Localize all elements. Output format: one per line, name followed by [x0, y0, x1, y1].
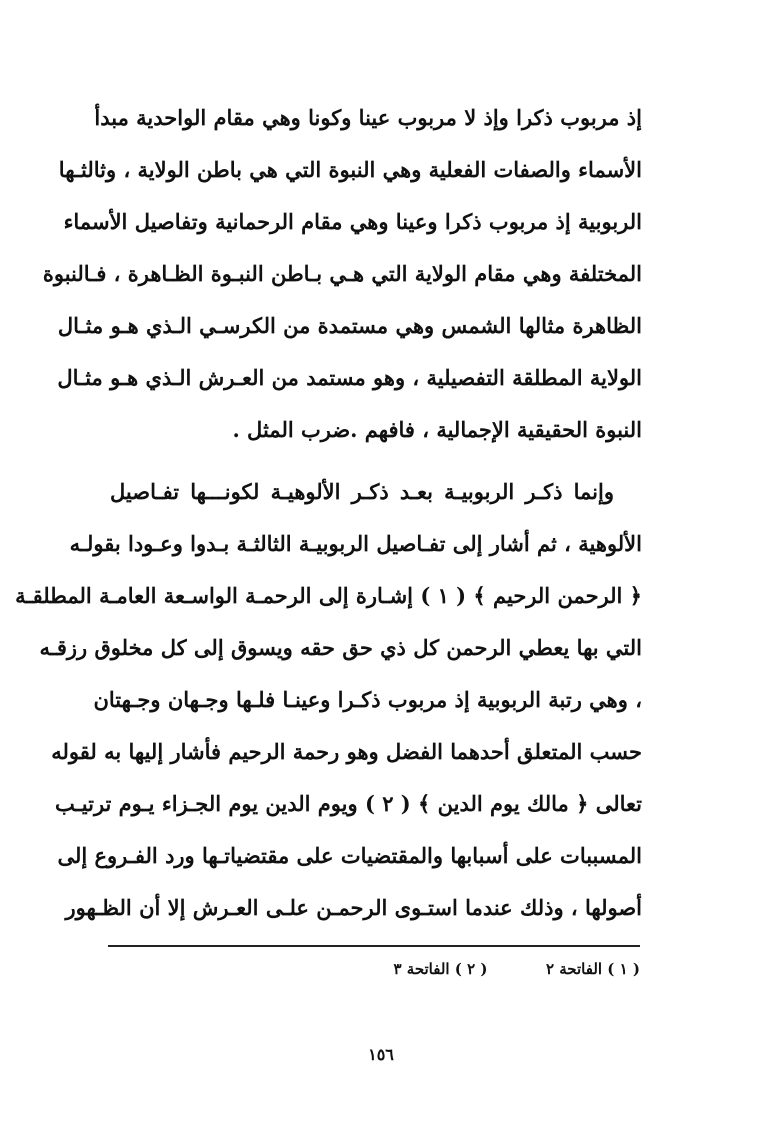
text-line: حسب المتعلق أحدهما الفضل وهو رحمة الرحيم فأشار إليها به لقوله [51, 739, 642, 764]
text-line: المسببات على أسبابها والمقتضيات على مقتضياتـها ورد الفـروع إلى [57, 843, 642, 868]
paragraph-gap [110, 456, 642, 466]
body-text [15, 92, 642, 934]
text-line: الألوهية ، ثم أشار إلى تفـاصيل الربوبيـة الثالثـة بـدوا وعـودا بقولـه [69, 531, 642, 556]
text-line: التي بها يعطي الرحمن كل ذي حق حقه ويسوق إلى كل مخلوق رزقـه [39, 635, 642, 660]
text-line: أصولها ، وذلك عندما استـوى الرحمـن علـى العـرش إلا أن الظـهور [65, 895, 642, 920]
paragraph-2 [15, 466, 642, 934]
text-line: ﴿ الرحمن الرحيم ﴾ ( ١ ) إشـارة إلى الرحمـة الواسـعة العامـة المطلقـة [15, 583, 642, 608]
text-line: الولاية المطلقة التفصيلية ، وهو مستمد من العـرش الـذي هـو مثـال [57, 365, 642, 390]
text-line: الربوبية إذ مربوب ذكرا وعينا وهي مقام الرحمانية وتفاصيل الأسماء [63, 209, 642, 234]
text-line: الظاهرة مثالها الشمس وهي مستمدة من الكرسـي الـذي هـو مثـال [57, 313, 642, 338]
paragraph-1 [42, 92, 642, 456]
text-line: الأسماء والصفات الفعلية وهي النبوة التي هي باطن الولاية ، وثالثـها [58, 157, 642, 182]
text-line: إذ مربوب ذكرا وإذ لا مربوب عينا وكونا وهي مقام الواحدية مبدأ [94, 105, 642, 130]
footnote-2: ( ٢ ) الفاتحة ٣ [393, 960, 488, 978]
text-line: وإنما ذكـر الربوبيـة بعـد ذكـر الألوهيـة لكونـــها تفـاصيل [110, 479, 614, 504]
footnote-1: ( ١ ) الفاتحة ٢ [545, 960, 640, 978]
footnotes [394, 960, 641, 978]
text-line: تعالى ﴿ مالك يوم الدين ﴾ ( ٢ ) ويوم الدين يوم الجـزاء يـوم ترتيـب [54, 791, 642, 816]
footnote-divider [108, 945, 640, 947]
text-line: النبوة الحقيقية الإجمالية ، فافهم .ضرب المثل . [232, 417, 642, 442]
text-line: ، وهي رتبة الربوبية إذ مربوب ذكـرا وعينـا فلـها وجـهان وجـهتان [93, 687, 642, 712]
page-number: ١٥٦ [368, 1045, 394, 1064]
text-line: المختلفة وهي مقام الولاية التي هـي بـاطن النبـوة الظـاهرة ، فـالنبوة [42, 261, 642, 286]
